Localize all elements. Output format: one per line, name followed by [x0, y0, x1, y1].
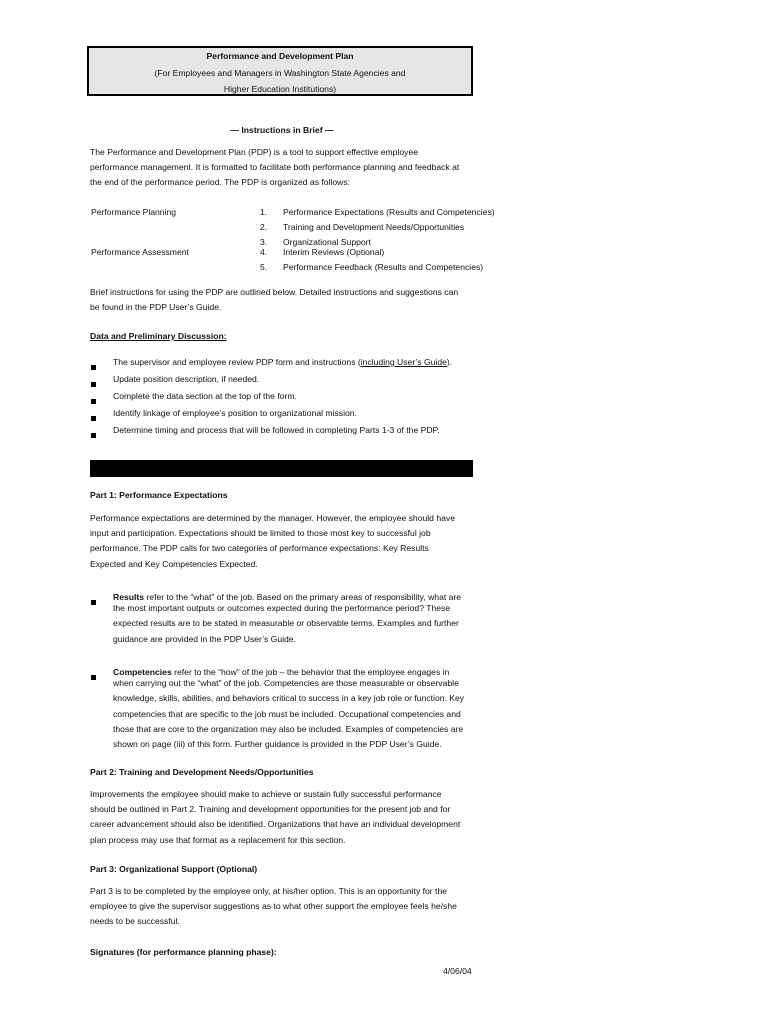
- competencies-line: competencies that are specific to the job must be included. Occupational competencies and: [113, 708, 461, 719]
- competencies-line: when carrying out the “what” of the job. Competencies are those measurable or observable: [113, 678, 459, 689]
- intro-line: performance management. It is formatted to facilitate both performance planning and feedback at: [90, 162, 460, 173]
- competencies-line: those that are core to the organization may also be included. Examples of competencies are: [113, 723, 464, 734]
- data-bullet: Update position description, if needed.: [113, 374, 260, 384]
- org-item-num: 2.: [260, 222, 268, 232]
- part2-line: should be outlined in Part 2. Training and development opportunities for the present job and for: [90, 804, 451, 815]
- results-line: expected results are to be stated in measurable or observable terms. Examples and further: [113, 618, 459, 629]
- document-subtitle-line1: (For Employees and Managers in Washington State Agencies and: [154, 67, 406, 78]
- planning-label: Performance Planning: [91, 207, 177, 217]
- data-section-heading: Data and Preliminary Discussion:: [90, 331, 227, 341]
- assessment-label: Performance Assessment: [91, 247, 189, 257]
- part3-paragraph: [90, 884, 457, 930]
- document-header-box: [87, 46, 473, 96]
- bullet-text: The supervisor and employee review PDP form and instructions (: [113, 357, 361, 367]
- section-divider-bar: [90, 460, 473, 477]
- bullet-marker: [91, 408, 96, 426]
- bullet-marker: [91, 425, 96, 443]
- bullet-marker: [91, 374, 96, 392]
- part2-heading: Part 2: Training and Development Needs/Opportunities: [90, 767, 314, 777]
- results-line: guidance are provided in the PDP User’s Guide.: [113, 633, 296, 644]
- part1-paragraph: [90, 511, 455, 572]
- org-item-num: 4.: [260, 247, 268, 257]
- bullet-marker: [91, 667, 96, 685]
- brief-line: Brief instructions for using the PDP are outlined below. Detailed instructions and suggestions can: [90, 287, 459, 297]
- part2-line: plan process may use that format as a replacement for this section.: [90, 834, 346, 845]
- intro-line: the end of the performance period. The PDP is organized as follows:: [90, 177, 351, 188]
- document-subtitle-line2: Higher Education Institutions): [223, 84, 337, 94]
- part1-heading: Part 1: Performance Expectations: [90, 490, 228, 500]
- part1-line: performance. The PDP calls for two categories of performance expectations: Key Results: [90, 543, 429, 554]
- bullet-marker: [91, 391, 96, 409]
- competencies-line: knowledge, skills, abilities, and behaviors critical to success in a key job role or function. Key: [113, 693, 465, 704]
- users-guide-link[interactable]: including User’s Guide: [360, 357, 447, 367]
- footer-date: 4/06/04: [443, 966, 472, 976]
- brief-line: be found in the PDP User’s Guide.: [90, 302, 222, 313]
- part2-paragraph: [90, 787, 460, 848]
- results-line: refer to the “what” of the job. Based on the primary areas of responsibility, what are: [144, 592, 462, 602]
- results-bullet: [113, 590, 461, 647]
- part1-line: Performance expectations are determined by the manager. However, the employee should have: [90, 513, 455, 523]
- org-item-text: Organizational Support: [283, 237, 371, 247]
- data-bullet: Determine timing and process that will be followed in completing Parts 1-3 of the PDP.: [113, 425, 440, 435]
- org-item-text: Training and Development Needs/Opportunities: [283, 222, 465, 232]
- org-item-num: 5.: [260, 262, 268, 272]
- competencies-bullet: [113, 665, 464, 752]
- org-item-text: Performance Expectations (Results and Competencies): [283, 207, 495, 217]
- part3-heading: Part 3: Organizational Support (Optional): [90, 864, 258, 874]
- instructions-heading: — Instructions in Brief —: [230, 125, 334, 135]
- results-line: the most important outputs or outcomes expected during the performance period? These: [113, 603, 451, 614]
- bullet-marker: [91, 357, 96, 375]
- bullet-marker: [91, 592, 96, 610]
- part2-line: career advancement should also be identified. Organizations that have an individual development: [90, 819, 461, 830]
- results-term: Results: [113, 592, 145, 602]
- signatures-heading: Signatures (for performance planning phase):: [90, 947, 277, 957]
- data-bullet-1: [113, 355, 452, 370]
- part3-line: needs to be successful.: [90, 916, 180, 927]
- part2-line: Improvements the employee should make to achieve or sustain fully successful performance: [90, 789, 442, 799]
- part3-line: Part 3 is to be completed by the employee only, at his/her option. This is an opportunity for the: [90, 886, 448, 896]
- part1-line: input and participation. Expectations should be limited to those most key to successful job: [90, 528, 431, 539]
- brief-paragraph: [90, 285, 458, 315]
- data-bullet: Complete the data section at the top of the form.: [113, 391, 297, 401]
- competencies-line: shown on page (iii) of this form. Further guidance is provided in the PDP User’s Guide.: [113, 739, 442, 750]
- competencies-line: refer to the “how” of the job – the behavior that the employee engages in: [171, 667, 450, 677]
- document-title: Performance and Development Plan: [206, 51, 354, 61]
- competencies-term: Competencies: [113, 667, 172, 677]
- data-bullet: Identify linkage of employee’s position to organizational mission.: [113, 408, 357, 418]
- intro-line: The Performance and Development Plan (PDP) is a tool to support effective employee: [90, 147, 419, 157]
- part3-line: employee to give the supervisor suggestions as to what other support the employee feels he/she: [90, 901, 457, 912]
- org-item-text: Interim Reviews (Optional): [283, 247, 385, 257]
- part1-line: Expected and Key Competencies Expected.: [90, 558, 258, 569]
- bullet-text: ).: [446, 357, 453, 367]
- org-item-num: 1.: [260, 207, 268, 217]
- org-item-text: Performance Feedback (Results and Competencies): [283, 262, 484, 272]
- org-item-num: 3.: [260, 237, 268, 247]
- intro-paragraph: [90, 145, 459, 191]
